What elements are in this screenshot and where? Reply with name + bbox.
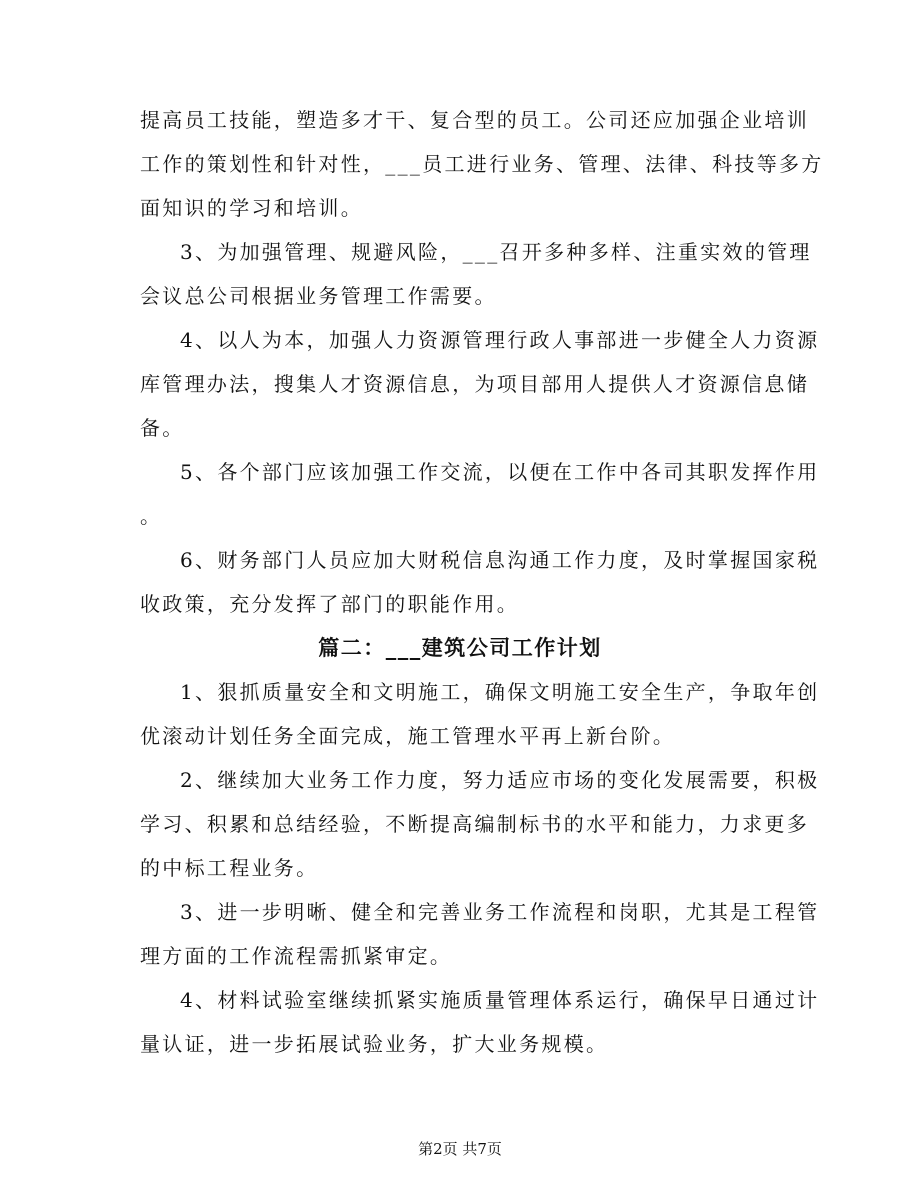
text-line: 4、以人为本，加强人力资源管理行政人事部进一步健全人力资源 (180, 328, 820, 352)
page-number: 第2页 共7页 (418, 1140, 502, 1158)
text-line: 面知识的学习和培训。 (140, 196, 363, 220)
text-line: 6、财务部门人员应加大财税信息沟通工作力度，及时掌握国家税 (180, 548, 820, 572)
text-line: 优滚动计划任务全面完成，施工管理水平再上新台阶。 (140, 724, 676, 748)
text-line: 3、进一步明晰、健全和完善业务工作流程和岗职，尤其是工程管 (180, 900, 820, 924)
section-heading: 篇二：___建筑公司工作计划 (318, 635, 602, 660)
text-line: 工作的策划性和针对性，___员工进行业务、管理、法律、科技等多方 (140, 152, 824, 176)
text-line: 2、继续加大业务工作力度，努力适应市场的变化发展需要，积极 (180, 768, 820, 792)
text-line: 量认证，进一步拓展试验业务，扩大业务规模。 (140, 1032, 609, 1056)
text-line: 1、狠抓质量安全和文明施工，确保文明施工安全生产，争取年创 (180, 680, 820, 704)
text-line: 3、为加强管理、规避风险，___召开多种多样、注重实效的管理 (180, 240, 812, 264)
text-line: 学习、积累和总结经验，不断提高编制标书的水平和能力，力求更多 (140, 812, 809, 836)
text-line: 的中标工程业务。 (140, 856, 319, 880)
text-line: 库管理办法，搜集人才资源信息，为项目部用人提供人才资源信息储 (140, 372, 809, 396)
text-line: 理方面的工作流程需抓紧审定。 (140, 944, 453, 968)
text-line: 。 (140, 504, 163, 528)
text-line: 5、各个部门应该加强工作交流，以便在工作中各司其职发挥作用 (180, 460, 820, 484)
text-line: 会议总公司根据业务管理工作需要。 (140, 284, 497, 308)
text-line: 收政策，充分发挥了部门的职能作用。 (140, 592, 520, 616)
text-line: 提高员工技能，塑造多才干、复合型的员工。公司还应加强企业培训 (140, 108, 809, 132)
text-line: 备。 (140, 416, 185, 440)
text-line: 4、材料试验室继续抓紧实施质量管理体系运行，确保早日通过计 (180, 988, 820, 1012)
